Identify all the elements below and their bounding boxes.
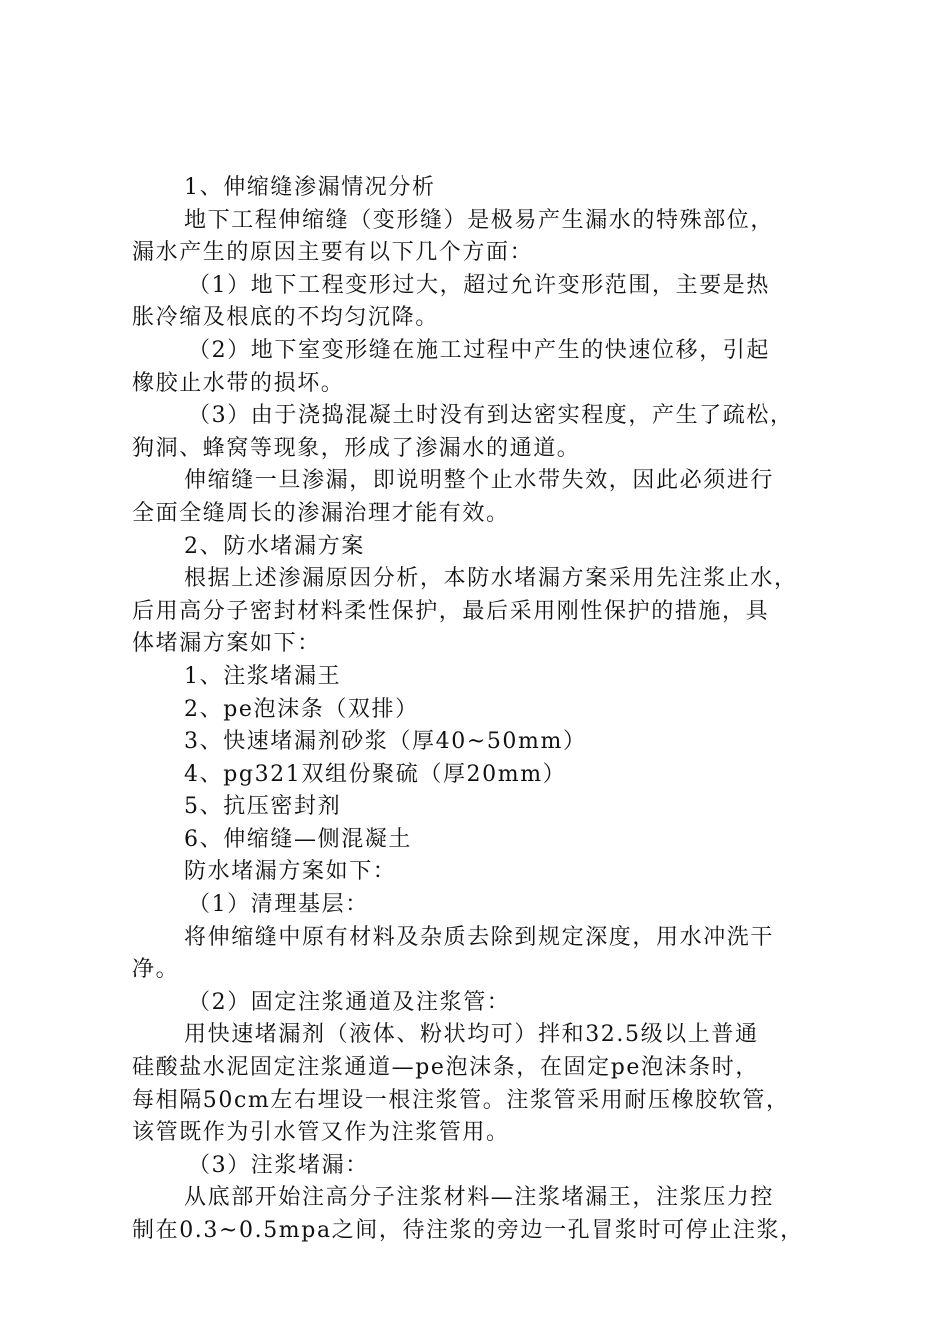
text-line: （2）固定注浆通道及注浆管： (188, 989, 511, 1015)
text-line: 2、防水堵漏方案 (184, 533, 365, 559)
text-line: 橡胶止水带的损坏。 (132, 370, 345, 396)
text-line: 1、伸缩缝渗漏情况分析 (184, 175, 436, 200)
text-line: 每相隔50cm左右埋设一根注浆管。注浆管采用耐压橡胶软管， (132, 1087, 790, 1113)
text-line: 2、pe泡沫条（双排） (184, 696, 419, 722)
text-line: 3、快速堵漏剂砂浆（厚40~50mm） (184, 729, 587, 755)
text-line: 从底部开始注高分子注浆材料—注浆堵漏王，注浆压力控 (184, 1185, 775, 1211)
text-line: （3）由于浇捣混凝土时没有到达密实程度，产生了疏松， (188, 403, 794, 429)
text-line: 制在0.3~0.5mpa之间，待注浆的旁边一孔冒浆时可停止注浆， (132, 1218, 804, 1243)
text-line: （1）清理基层： (188, 892, 369, 918)
text-line: 全面全缝周长的渗漏治理才能有效。 (132, 500, 510, 526)
text-line: （2）地下室变形缝在施工过程中产生的快速位移，引起 (188, 337, 770, 363)
text-line: 胀冷缩及根底的不均匀沉降。 (132, 305, 439, 331)
text-line: 该管既作为引水管又作为注浆管用。 (132, 1120, 510, 1146)
text-line: 用快速堵漏剂（液体、粉状均可）拌和32.5级以上普通 (184, 1022, 759, 1048)
text-line: 净。 (132, 957, 180, 983)
text-line: 体堵漏方案如下： (132, 631, 321, 657)
text-line: 狗洞、蜂窝等现象，形成了渗漏水的通道。 (132, 435, 581, 461)
text-line: 4、pg321双组份聚硫（厚20mm） (184, 761, 567, 787)
text-line: （1）地下工程变形过大，超过允许变形范围，主要是热 (188, 272, 770, 298)
text-line: 根据上述渗漏原因分析，本防水堵漏方案采用先注浆止水， (184, 566, 798, 592)
text-line: 5、抗压密封剂 (184, 794, 342, 820)
text-line: 地下工程伸缩缝（变形缝）是极易产生漏水的特殊部位， (184, 207, 775, 233)
text-line: 硅酸盐水泥固定注浆通道—pe泡沫条，在固定pe泡沫条时， (132, 1055, 760, 1081)
text-line: 伸缩缝一旦渗漏，即说明整个止水带失效，因此必须进行 (184, 468, 775, 494)
text-line: 1、注浆堵漏王 (184, 663, 342, 689)
text-line: 防水堵漏方案如下： (184, 859, 397, 885)
text-line: 6、伸缩缝—侧混凝土 (184, 826, 412, 852)
text-line: 漏水产生的原因主要有以下几个方面： (132, 240, 534, 266)
text-line: 将伸缩缝中原有材料及杂质去除到规定深度，用水冲洗干 (184, 924, 775, 950)
document-body (132, 172, 832, 1248)
text-line: （3）注浆堵漏： (188, 1152, 369, 1178)
text-line: 后用高分子密封材料柔性保护，最后采用刚性保护的措施，具 (132, 598, 770, 624)
